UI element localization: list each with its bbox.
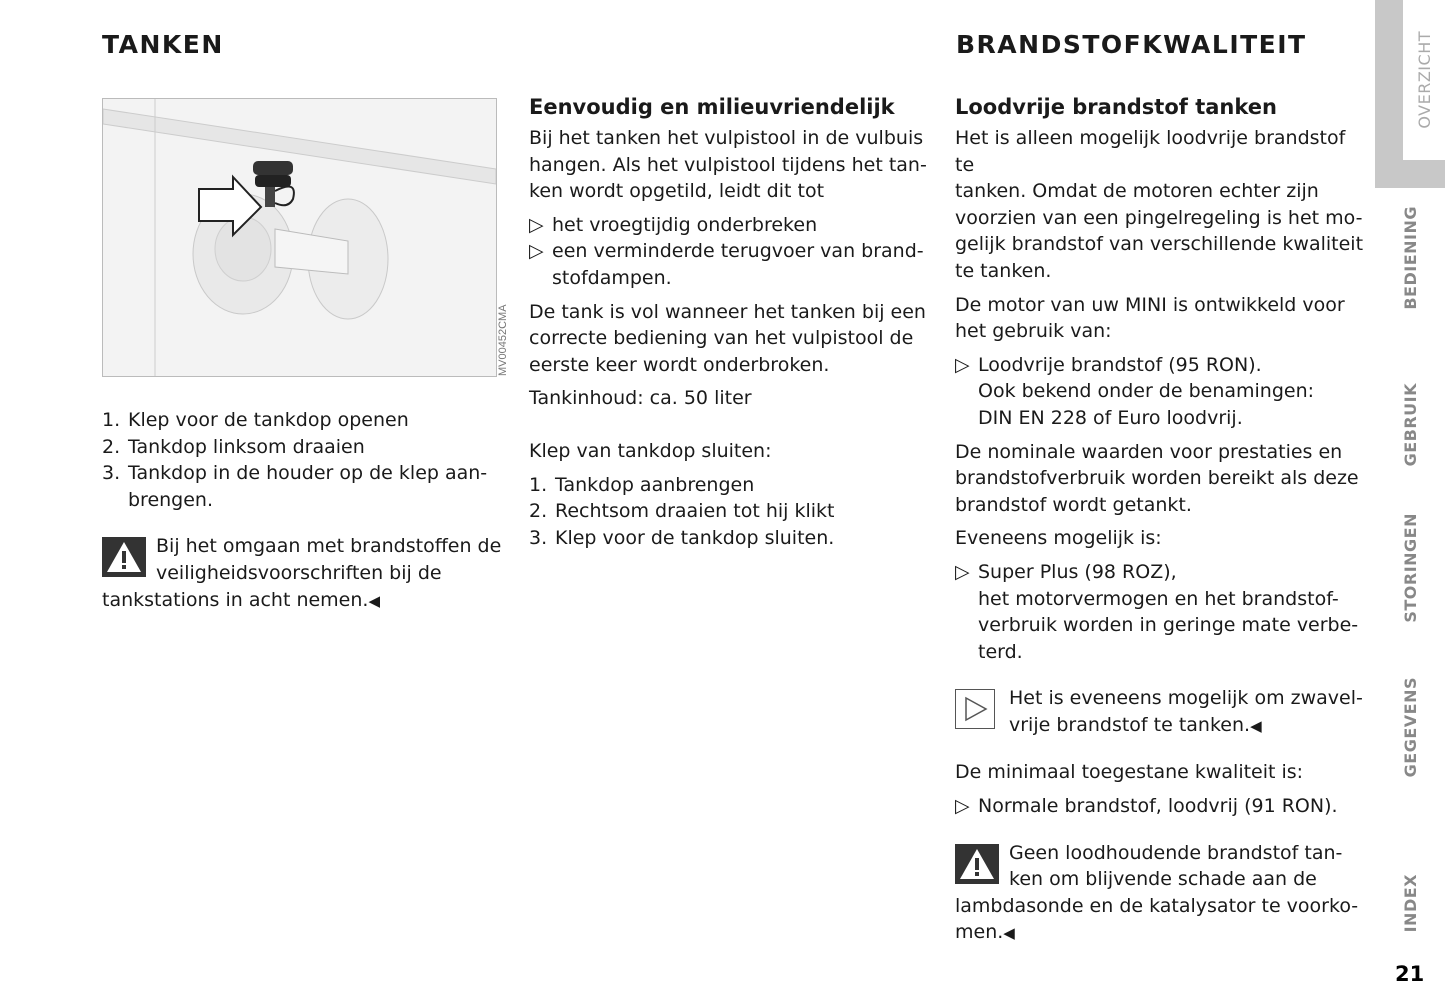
end-mark-icon: ◀ [368, 591, 381, 610]
tab-index[interactable]: INDEX [1400, 873, 1420, 933]
end-mark-icon: ◀ [1250, 716, 1262, 735]
tab-gegevens[interactable]: GEGEVENS [1400, 677, 1420, 778]
end-mark-icon: ◀ [1003, 924, 1015, 943]
warning-icon [955, 844, 999, 884]
bullet-item: ▷ Super Plus (98 ROZ), het motorvermogen en het brandstof- verbruik worden in geringe mate verbe- terd. [955, 560, 1359, 663]
bullet-item: ▷ het vroegtijdig onderbreken [529, 213, 818, 236]
paragraph: Het is alleen mogelijk loodvrije brandstof te tanken. Omdat de motoren echter zijn voorzien van een pingelregeling is het mo- gelijk brandstof van verschillende kwaliteit te tanken. [955, 127, 1364, 282]
warning-icon [102, 537, 146, 577]
info-note: Het is eveneens mogelijk om zwavel- vrije brandstof te tanken.◀ [955, 685, 1370, 739]
page-title-brandstofkwaliteit: BRANDSTOFKWALITEIT [956, 30, 1307, 59]
page-title-tanken: TANKEN [102, 30, 224, 59]
step-item: 1. Klep voor de tankdop openen [102, 409, 409, 431]
step-item: 3. Tankdop in de houder op de klep aan- brengen. [102, 462, 488, 511]
full-tank-text: De tank is vol wanneer het tanken bij een correcte bediening van het vulpistool de eerste keer wordt onderbroken. [529, 300, 926, 376]
section-tabs [1375, 0, 1445, 998]
tab-bediening[interactable]: BEDIENING [1400, 205, 1420, 310]
middle-column [529, 93, 929, 551]
step-item: 2. Tankdop linksom draaien [102, 435, 365, 458]
step-item: 2. Rechtsom draaien tot hij klikt [529, 500, 835, 523]
tab-storingen[interactable]: STORINGEN [1400, 512, 1420, 623]
info-triangle-icon [955, 689, 995, 729]
intro-text: Bij het tanken het vulpistool in de vulbuis hangen. Als het vulpistool tijdens het tan- ken wordt opgetild, leidt dit tot [529, 127, 927, 203]
page-number: 21 [1395, 962, 1425, 986]
right-column [955, 93, 1370, 947]
section-heading: Loodvrije brandstof tanken [955, 95, 1277, 119]
warning-note: Geen loodhoudende brandstof tan- ken om blijvende schade aan de lambdasonde en de katalysator te voorko- men.◀ [955, 841, 1359, 944]
paragraph: De nominale waarden voor prestaties en brandstofverbruik worden bereikt als deze brandstof wordt getankt. [955, 440, 1359, 516]
left-column [102, 407, 502, 614]
bullet-item: ▷ Normale brandstof, loodvrij (91 RON). [955, 795, 1338, 818]
close-heading: Klep van tankdop sluiten: [529, 439, 772, 462]
bullet-item: ▷ een verminderde terugvoer van brand- stofdampen. [529, 240, 924, 289]
figure-code: MV00452CMA [497, 304, 509, 376]
paragraph: Eveneens mogelijk is: [955, 527, 1162, 550]
fuel-cap-illustration [102, 98, 497, 377]
step-item: 1. Tankdop aanbrengen [529, 473, 755, 496]
paragraph: De motor van uw MINI is ontwikkeld voor het gebruik van: [955, 293, 1345, 343]
section-heading: Eenvoudig en milieuvriendelijk [529, 95, 895, 119]
bullet-item: ▷ Loodvrije brandstof (95 RON). Ook bekend onder de benamingen: DIN EN 228 of Euro loodvrij. [955, 353, 1315, 429]
warning-note: Bij het omgaan met brandstoffen de veiligheidsvoorschriften bij de tankstations in acht nemen.◀ [102, 535, 502, 611]
tab-overzicht[interactable]: OVERZICHT [1375, 0, 1445, 188]
step-item: 3. Klep voor de tankdop sluiten. [529, 526, 835, 549]
tab-gebruik[interactable]: GEBRUIK [1400, 383, 1420, 467]
capacity-text: Tankinhoud: ca. 50 liter [529, 387, 752, 410]
paragraph: De minimaal toegestane kwaliteit is: [955, 761, 1304, 784]
